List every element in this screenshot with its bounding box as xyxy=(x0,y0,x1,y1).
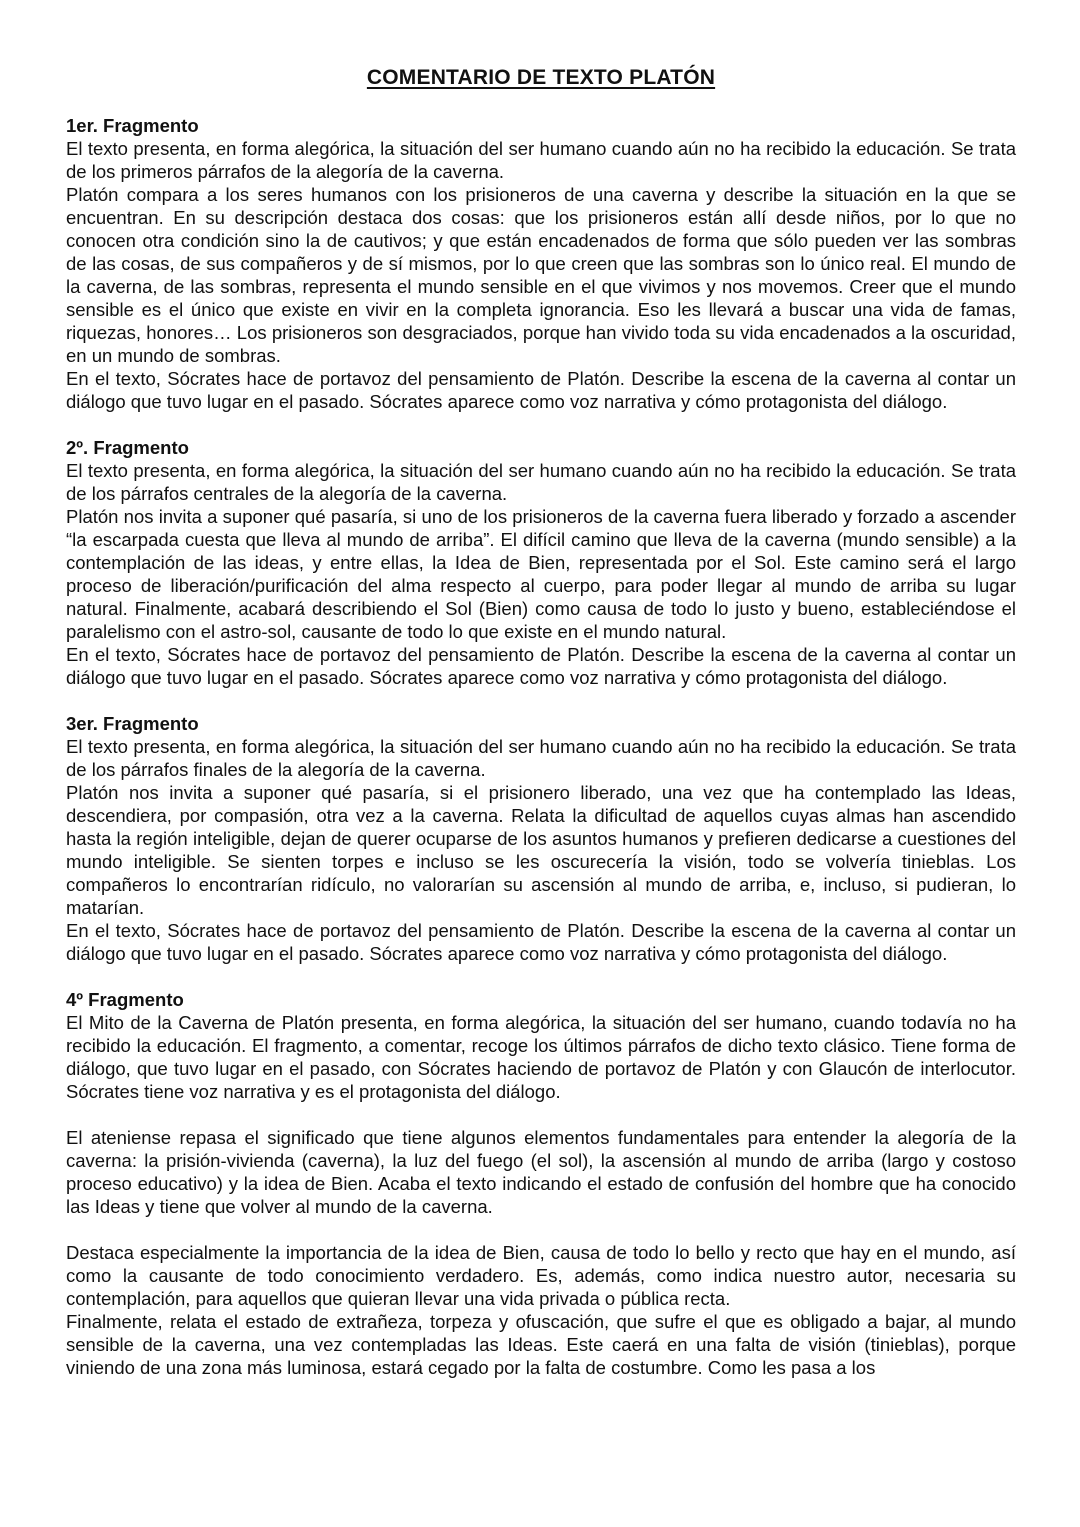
paragraph: Platón nos invita a suponer qué pasaría, si uno de los prisioneros de la caverna fuera liberado y forzado a ascender “la escarpada cuesta que lleva al mundo de arriba”. El difícil camino que lleva de la caverna (mundo sensible) a la contemplación de las ideas, y entre ellas, la Idea de Bien, representada por el Sol. Este camino será el largo proceso de liberación/purificación del alma respecto al cuerpo, para poder llegar al mundo de arriba su lugar natural. Finalmente, acabará describiendo el Sol (Bien) como causa de todo lo justo y bueno, estableciéndose el paralelismo con el astro-sol, causante de todo lo que existe en el mundo natural. xyxy=(66,506,1016,642)
fragment-heading: 2º. Fragmento xyxy=(66,437,189,458)
paragraph: Platón nos invita a suponer qué pasaría, si el prisionero liberado, una vez que ha contemplado las Ideas, descendiera, por compasión, otra vez a la caverna. Relata la dificultad de aquellos cuyas almas han ascendido hasta la región inteligible, dejan de querer ocuparse de los asuntos humanos y prefieren dedicarse a cuestiones del mundo inteligible. Se sienten torpes e incluso se les oscurecería la visión, todo se volvería tinieblas. Los compañeros lo encontrarían ridículo, no valorarían su ascensión al mundo de arriba, e, incluso, si pudieran, lo matarían. xyxy=(66,782,1016,918)
paragraph: El texto presenta, en forma alegórica, la situación del ser humano cuando aún no ha recibido la educación. Se trata de los primeros párrafos de la alegoría de la caverna. xyxy=(66,138,1016,182)
fragment-section-2 xyxy=(66,436,1016,689)
paragraph: En el texto, Sócrates hace de portavoz del pensamiento de Platón. Describe la escena de la caverna al contar un diálogo que tuvo lugar en el pasado. Sócrates aparece como voz narrativa y cómo protagonista del diálogo. xyxy=(66,644,1016,688)
paragraph: Platón compara a los seres humanos con los prisioneros de una caverna y describe la situación en la que se encuentran. En su descripción destaca dos cosas: que los prisioneros están allí desde niños, por lo que no conocen otra condición sino la de cautivos; y que están encadenados de forma que sólo pueden ver las sombras de las cosas, de sus compañeros y de sí mismos, por lo que creen que las sombras son lo único real. El mundo de la caverna, de las sombras, representa el mundo sensible en el que vivimos y nos movemos. Creer que el mundo sensible es el único que existe en vivir en la completa ignorancia. Eso les llevará a buscar una vida de famas, riquezas, honores… Los prisioneros son desgraciados, porque han vivido toda su vida encadenados a la oscuridad, en un mundo de sombras. xyxy=(66,184,1016,366)
paragraph: El texto presenta, en forma alegórica, la situación del ser humano cuando aún no ha recibido la educación. Se trata de los párrafos centrales de la alegoría de la caverna. xyxy=(66,460,1016,504)
fragment-section-1 xyxy=(66,114,1016,413)
fragment-section-4 xyxy=(66,988,1016,1379)
document-page xyxy=(66,62,1016,1402)
paragraph: El Mito de la Caverna de Platón presenta, en forma alegórica, la situación del ser humano, cuando todavía no ha recibido la educación. El fragmento, a comentar, recoge los últimos párrafos de dicho texto clásico. Tiene forma de diálogo, que tuvo lugar en el pasado, con Sócrates haciendo de portavoz de Platón y con Glaucón de interlocutor. Sócrates tiene voz narrativa y es el protagonista del diálogo. xyxy=(66,1012,1016,1102)
paragraph: En el texto, Sócrates hace de portavoz del pensamiento de Platón. Describe la escena de la caverna al contar un diálogo que tuvo lugar en el pasado. Sócrates aparece como voz narrativa y cómo protagonista del diálogo. xyxy=(66,920,1016,964)
fragment-section-3 xyxy=(66,712,1016,965)
paragraph: El texto presenta, en forma alegórica, la situación del ser humano cuando aún no ha recibido la educación. Se trata de los párrafos finales de la alegoría de la caverna. xyxy=(66,736,1016,780)
document-title: COMENTARIO DE TEXTO PLATÓN xyxy=(366,66,716,89)
fragment-heading: 3er. Fragmento xyxy=(66,713,199,734)
paragraph-gap xyxy=(66,1103,1016,1126)
paragraph: El ateniense repasa el significado que tiene algunos elementos fundamentales para entender la alegoría de la caverna: la prisión-vivienda (caverna), la luz del fuego (el sol), la ascensión al mundo de arriba (largo y costoso proceso educativo) y la idea de Bien. Acaba el texto indicando el estado de confusión del hombre que ha conocido las Ideas y tiene que volver al mundo de la caverna. xyxy=(66,1127,1016,1217)
fragment-heading: 4º Fragmento xyxy=(66,989,184,1010)
paragraph: Finalmente, relata el estado de extrañeza, torpeza y ofuscación, que sufre el que es obligado a bajar, al mundo sensible de la caverna, una vez contempladas las Ideas. Este caerá en una falta de visión (tinieblas), porque viniendo de una zona más luminosa, estará cegado por la falta de costumbre. Como les pasa a los xyxy=(66,1311,1016,1378)
paragraph-gap xyxy=(66,1218,1016,1241)
paragraph: En el texto, Sócrates hace de portavoz del pensamiento de Platón. Describe la escena de la caverna al contar un diálogo que tuvo lugar en el pasado. Sócrates aparece como voz narrativa y cómo protagonista del diálogo. xyxy=(66,368,1016,412)
fragment-heading: 1er. Fragmento xyxy=(66,115,199,136)
paragraph: Destaca especialmente la importancia de la idea de Bien, causa de todo lo bello y recto que hay en el mundo, así como la causante de todo conocimiento verdadero. Es, además, como indica nuestro autor, necesaria su contemplación, para aquellos que quieran llevar una vida privada o pública recta. xyxy=(66,1242,1016,1309)
